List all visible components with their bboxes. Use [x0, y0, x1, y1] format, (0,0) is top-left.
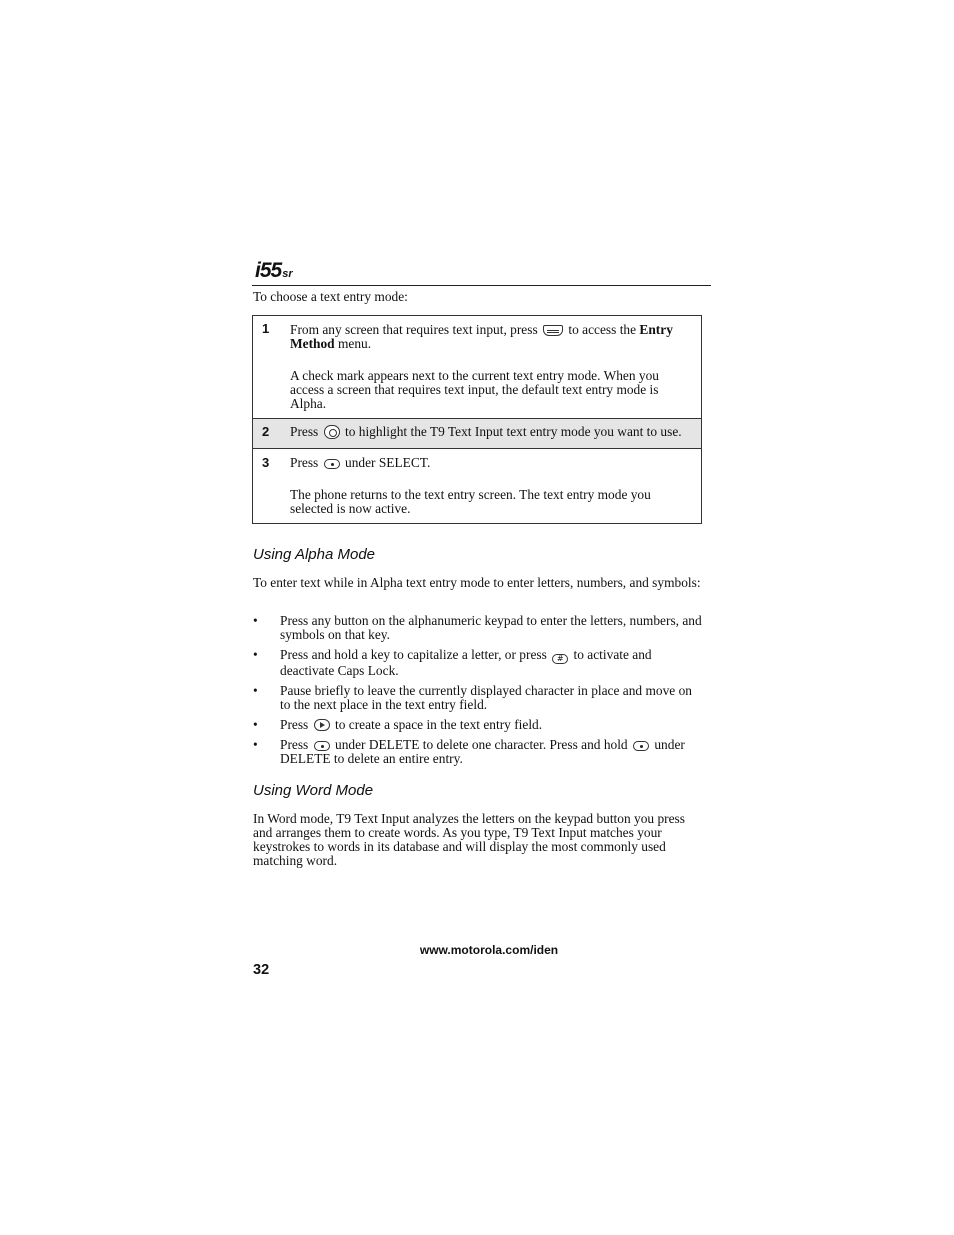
list-item-text: Press	[280, 737, 309, 752]
step-row-2	[253, 419, 701, 449]
intro-text: To choose a text entry mode:	[253, 289, 408, 304]
list-item	[252, 738, 704, 766]
list-item-text: Press and hold a key to capitalize a letter, or press	[280, 647, 547, 662]
pound-key-icon: #	[552, 654, 568, 664]
list-item-text: under DELETE to delete an entire entry.	[280, 737, 685, 766]
step-text: Press	[290, 424, 319, 439]
navigation-key-icon	[324, 425, 340, 439]
step-number: 3	[262, 455, 270, 470]
step-row-1	[253, 316, 701, 419]
list-item	[252, 614, 704, 642]
logo-sub: sr	[282, 268, 293, 280]
bullet-icon: •	[253, 717, 258, 732]
page-number: 32	[253, 962, 270, 978]
bullet-icon: •	[253, 683, 258, 698]
bullet-icon: •	[253, 737, 258, 752]
alpha-mode-intro: To enter text while in Alpha text entry mode to enter letters, numbers, and symbols:	[253, 575, 701, 590]
logo-main: i55	[255, 259, 282, 282]
list-item-text: Press any button on the alphanumeric keypad to enter the letters, numbers, and symbols on that key.	[280, 613, 702, 642]
step-number: 2	[262, 424, 270, 439]
list-item-text: Press	[280, 717, 309, 732]
step-number: 1	[262, 321, 270, 336]
bullet-icon: •	[253, 647, 258, 662]
list-item	[252, 648, 704, 678]
list-item-text: Pause briefly to leave the currently displayed character in place and move on to the next place in the text entry field.	[280, 683, 692, 712]
step-instruction	[290, 425, 697, 439]
step-text: Press	[290, 455, 319, 470]
steps-table	[252, 315, 702, 524]
word-mode-body: In Word mode, T9 Text Input analyzes the letters on the keypad button you press and arranges them to create words. As you type, T9 Text Input matches your keystrokes to words in its database and will display the most commonly used matching word.	[253, 811, 685, 868]
step-text: to access the	[568, 322, 637, 337]
step-body	[290, 316, 693, 411]
step-instruction	[290, 456, 693, 470]
alpha-mode-heading: Using Alpha Mode	[253, 546, 376, 563]
step-row-3	[253, 449, 701, 523]
step-text: From any screen that requires text input, press	[290, 322, 538, 337]
list-item	[252, 718, 704, 732]
step-body	[290, 449, 693, 516]
step-text: menu.	[338, 336, 372, 351]
product-logo	[255, 260, 293, 285]
step-text: to highlight the T9 Text Input text entry mode you want to use.	[345, 424, 682, 439]
list-item-text: under DELETE to delete one character. Press and hold	[335, 737, 628, 752]
step-instruction	[290, 323, 693, 351]
footer-url: www.motorola.com/iden	[419, 943, 559, 957]
softkey-icon	[633, 741, 649, 751]
alpha-mode-list	[252, 614, 704, 772]
step-note: The phone returns to the text entry screen. The text entry mode you selected is now active.	[290, 487, 651, 516]
softkey-icon	[314, 741, 330, 751]
list-item-text: to activate and deactivate Caps Lock.	[280, 647, 652, 678]
list-item-text: to create a space in the text entry field.	[335, 717, 543, 732]
softkey-icon	[324, 459, 340, 469]
list-item	[252, 684, 704, 712]
right-navigation-icon	[314, 719, 330, 731]
entry-method-label: Entry Method	[290, 322, 673, 351]
word-mode-heading: Using Word Mode	[253, 782, 374, 799]
menu-key-icon	[543, 325, 563, 336]
step-body	[290, 419, 697, 439]
header-divider	[252, 285, 711, 286]
step-text: under SELECT.	[345, 455, 431, 470]
bullet-icon: •	[253, 613, 258, 628]
step-note: A check mark appears next to the current text entry mode. When you access a screen that requires text input, the default text entry mode is Alpha.	[290, 368, 659, 411]
